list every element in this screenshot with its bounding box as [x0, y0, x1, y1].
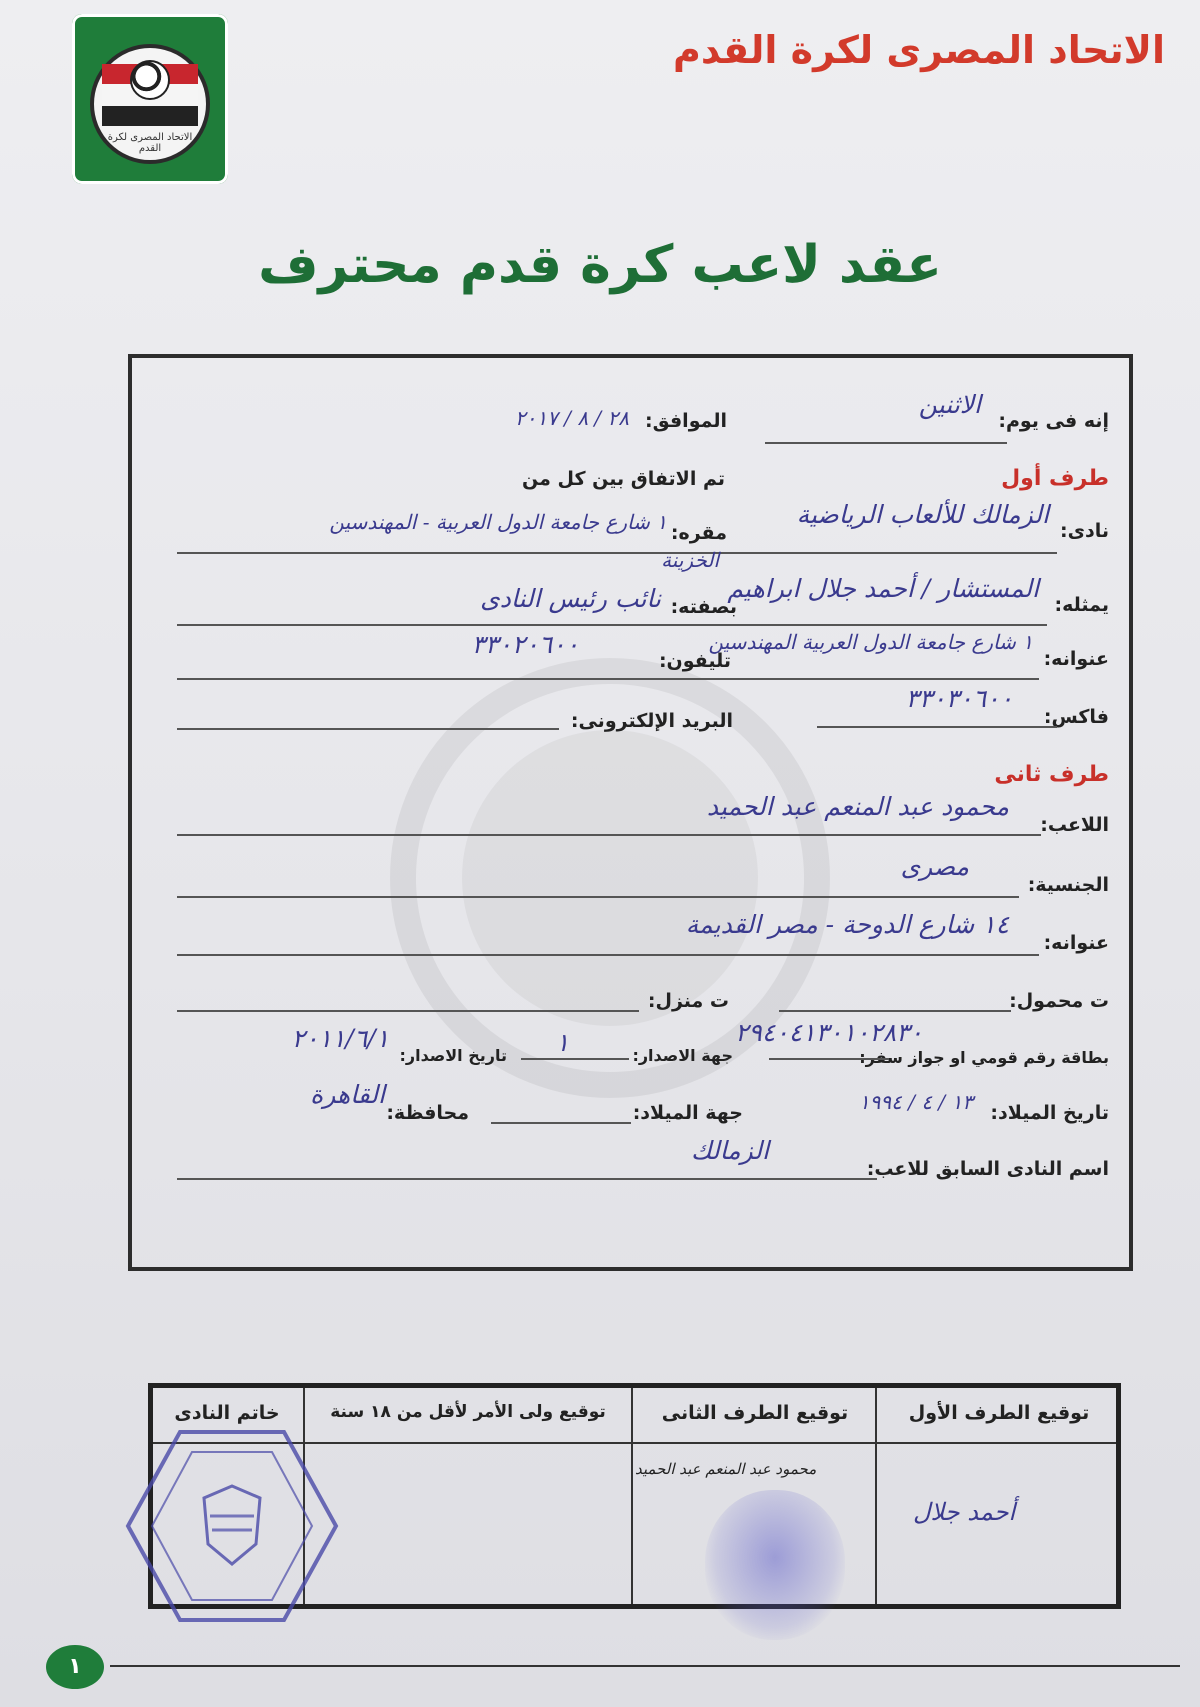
hq-value: ١ شارع جامعة الدول العربية - المهندسين	[329, 510, 667, 534]
player-address-value: ١٤ شارع الدوحة - مصر القديمة	[685, 910, 1009, 939]
day-value: الاثنين	[918, 390, 981, 419]
birth-place-label: جهة الميلاد:	[632, 1102, 743, 1124]
first-party-sig-label: توقيع الطرف الأول	[908, 1402, 1090, 1424]
club-stamp-label: خاتم النادى	[174, 1402, 280, 1424]
footer-rule	[110, 1665, 1180, 1667]
guardian-sig-label: توقيع ولى الأمر لأقل من ١٨ سنة	[330, 1402, 606, 1422]
capacity-label: بصفته:	[670, 596, 737, 618]
governorate-value: القاهرة	[310, 1080, 385, 1109]
thumbprint	[705, 1490, 845, 1640]
org-name: الاتحاد المصرى لكرة القدم	[673, 28, 1165, 72]
date-value: ٢٨ / ٨ / ٢٠١٧	[514, 406, 629, 430]
capacity-note: الخزينة	[661, 548, 719, 572]
id-value: ٢٩٤٠٤١٣٠١٠٢٨٣٠	[735, 1018, 923, 1047]
contract-form	[128, 354, 1133, 1271]
nationality-label: الجنسية:	[1027, 874, 1109, 896]
document-title: عقد لاعب كرة قدم محترف	[258, 235, 942, 295]
rep-label: يمثله:	[1054, 594, 1109, 616]
club-stamp	[122, 1424, 342, 1629]
address-label: عنوانه:	[1043, 648, 1109, 670]
player-label: اللاعب:	[1040, 814, 1109, 836]
first-party-signature: أحمد جلال	[913, 1498, 1016, 1526]
phone-label: تليفون:	[658, 650, 731, 672]
governorate-label: محافظة:	[386, 1102, 469, 1124]
address-value: ١ شارع جامعة الدول العربية المهندسين	[708, 630, 1033, 654]
prev-club-value: الزمالك	[690, 1136, 769, 1165]
fax-value: ٣٣٠٣٠٦٠٠	[905, 684, 1013, 713]
player-value: محمود عبد المنعم عبد الحميد	[706, 792, 1009, 821]
issue-date-label: تاريخ الاصدار:	[399, 1046, 507, 1065]
player-address-label: عنوانه:	[1043, 932, 1109, 954]
prev-club-label: اسم النادى السابق للاعب:	[866, 1158, 1109, 1180]
football-icon	[130, 60, 170, 100]
capacity-value: نائب رئيس النادى	[480, 584, 661, 613]
second-party-signature: محمود عبد المنعم عبد الحميد	[635, 1460, 817, 1478]
logo-emblem	[90, 44, 210, 164]
hq-label: مقره:	[670, 522, 727, 544]
birth-date-label: تاريخ الميلاد:	[990, 1102, 1109, 1124]
first-party-heading: طرف أول	[1001, 466, 1109, 491]
second-party-heading: طرف ثانى	[994, 762, 1109, 787]
page-number: ١	[46, 1645, 104, 1689]
logo-text: الاتحاد المصرى لكرة القدم	[107, 132, 193, 154]
home-phone-label: ت منزل:	[647, 990, 729, 1012]
issuer-value: ١	[555, 1028, 569, 1057]
club-label: نادى:	[1059, 520, 1109, 542]
watermark-ball	[462, 730, 758, 1026]
mobile-label: ت محمول:	[1009, 990, 1109, 1012]
second-party-sig-label: توقيع الطرف الثانى	[661, 1402, 849, 1424]
efa-logo	[72, 14, 228, 184]
agreement-text: تم الاتفاق بين كل من	[522, 468, 725, 490]
day-label: إنه فى يوم:	[998, 410, 1109, 432]
date-label: الموافق:	[645, 410, 727, 432]
rep-value: المستشار / أحمد جلال ابراهيم	[727, 574, 1039, 603]
fax-label: فاكس:	[1043, 706, 1109, 728]
issue-date-value: ٢٠١١/٦/١	[291, 1024, 389, 1053]
id-label: بطاقة رقم قومي او جواز سفر:	[859, 1048, 1109, 1067]
email-label: البريد الإلكترونى:	[570, 710, 733, 732]
issuer-label: جهة الاصدار:	[632, 1046, 733, 1065]
nationality-value: مصرى	[900, 852, 969, 881]
club-value: الزمالك للألعاب الرياضية	[796, 500, 1049, 529]
birth-date-value: ١٣ / ٤ / ١٩٩٤	[858, 1090, 973, 1114]
phone-value: ٣٣٠٢٠٦٠٠	[471, 630, 579, 659]
